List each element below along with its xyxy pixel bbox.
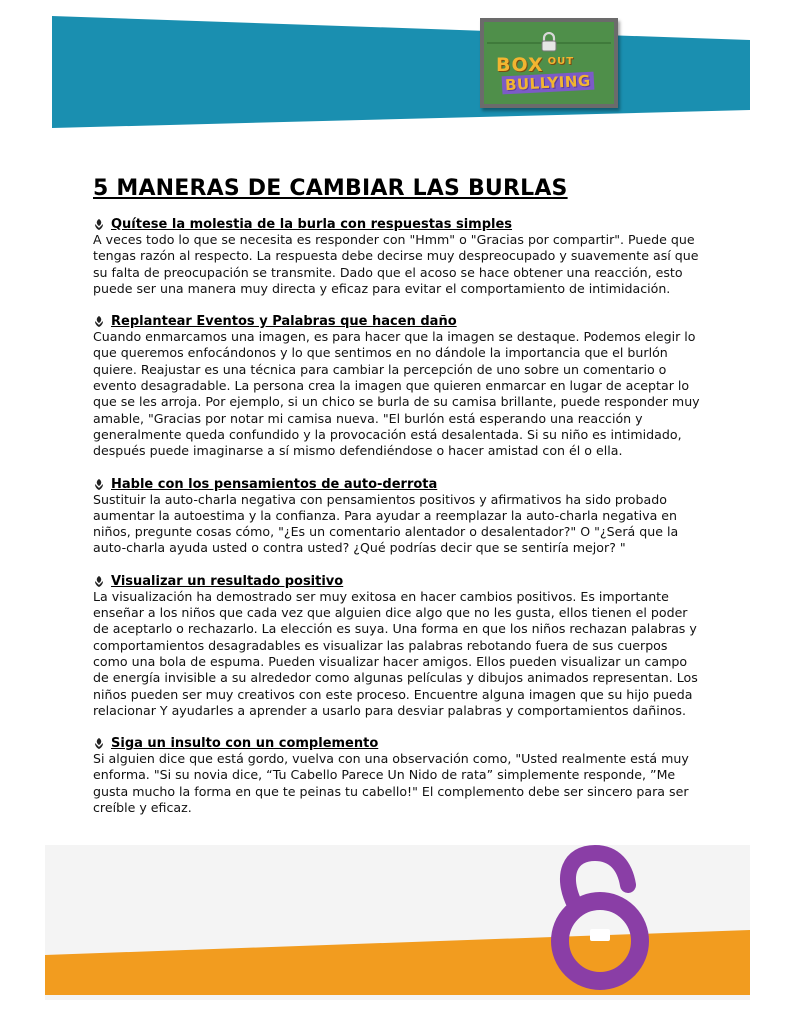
flower-bullet-icon — [93, 478, 105, 491]
flower-bullet-icon — [93, 575, 105, 588]
section-paragraph: La visualización ha demostrado ser muy exitosa en hacer cambios positivos. Es importante enseñar a los niños que cada vez que alguien dice algo que no les gusta, ellos tienen el poder de aceptarlo o rechazarlo. La elección es suya. Una forma en que los niños rechazan palabras y comportamientos desagradables es visualizar las palabras rebotando fuera de sus cuerpos como una bola de espuma. Pueden visualizar hacer amigos. Ellos pueden visualizar un campo de energía invisible a su alrededor como algunas películas y dibujos animados representan. Los niños pueden ser muy creativos con este proceso. Encuentre alguna imagen que su hijo pueda relacionar Y ayudarles a aprender a usarlo para desviar palabras y comportamientos dañinos. — [93, 588, 698, 718]
section-heading — [93, 736, 703, 751]
section-5 — [93, 736, 703, 816]
box-out-bullying-logo — [480, 18, 618, 108]
section-heading-text: Hable con los pensamientos de auto-derrota — [111, 476, 438, 492]
flower-bullet-icon — [93, 218, 105, 231]
section-heading-text: Quítese la molestia de la burla con respuestas simples — [111, 217, 513, 232]
flower-bullet-icon — [93, 315, 105, 328]
section-heading — [93, 217, 703, 232]
section-paragraph: Si alguien dice que está gordo, vuelva con una observación como, "Usted realmente está muy enforma. "Si su novia dice, “Tu Cabello Parece Un Nido de rata” simplemente responde, ”Me gusta mucho la forma en que te peinas tu cabello!" El complemento debe ser sincero para ser creíble y eficaz. — [93, 751, 689, 816]
section-paragraph: A veces todo lo que se necesita es responder con "Hmm" o "Gracias por compartir". Puede que tengas razón al respecto. La respuesta debe decirse muy despreocupado y suavemente así que su falta de preocupación se transmite. Dado que el acoso se hace obtener una reacción, esto puede ser una manera muy directa y eficaz para evitar el comportamiento de intimidación. — [93, 232, 699, 296]
section-1 — [93, 217, 703, 297]
section-2 — [93, 314, 703, 459]
page-title: 5 MANERAS DE CAMBIAR LAS BURLAS — [93, 176, 568, 201]
section-paragraph: Cuando enmarcamos una imagen, es para hacer que la imagen se destaque. Podemos elegir lo que queremos enfocándonos y lo que sentimos en no dándole la importancia que el burlón quiere. Reajustar es una técnica para cambiar la percepción de uno sobre un comentario o evento desagradable. La persona crea la imagen que quieren enmarcar en lugar de aceptar lo que se les arroja. Por ejemplo, si un chico se burla de su camisa brillante, puede responder muy amable, "Gracias por notar mi camisa nueva. "El burlón está esperando una reacción y generalmente queda confundido y la provocación está desalentada. Si su niño es intimidado, después puede imaginarse a sí mismo defendiéndose o hacer amistad con él o ella. — [93, 329, 700, 459]
document-body — [93, 176, 703, 833]
section-heading — [93, 314, 703, 329]
section-heading — [93, 477, 703, 492]
section-heading — [93, 574, 703, 589]
logo-text-box-out: BOX $^{OUT}$ — [496, 54, 575, 76]
flower-bullet-icon — [93, 737, 105, 750]
header-banner — [0, 0, 791, 140]
section-paragraph: Sustituir la auto-charla negativa con pensamientos positivos y afirmativos ha sido probado aumentar la autoestima y la confianza. Para ayudar a reemplazar la auto-charla negativa en niños, pregunte cosas cómo, "¿Es un comentario alentador o desalentador?" O "¿Será que la auto-charla ayuda usted o contra usted? ¿Qué podrías decir que se sentiría mejor? " — [93, 491, 679, 556]
section-heading-text: Replantear Eventos y Palabras que hacen daño — [111, 314, 457, 330]
section-4 — [93, 574, 703, 719]
section-3 — [93, 477, 703, 557]
logo-text-bullying: BULLYING — [502, 72, 595, 95]
section-heading-text: Visualizar un resultado positivo — [111, 573, 344, 589]
section-heading-text: Siga un insulto con un complemento — [111, 736, 379, 752]
footer-banner — [0, 845, 791, 1024]
padlock-icon — [540, 32, 558, 52]
